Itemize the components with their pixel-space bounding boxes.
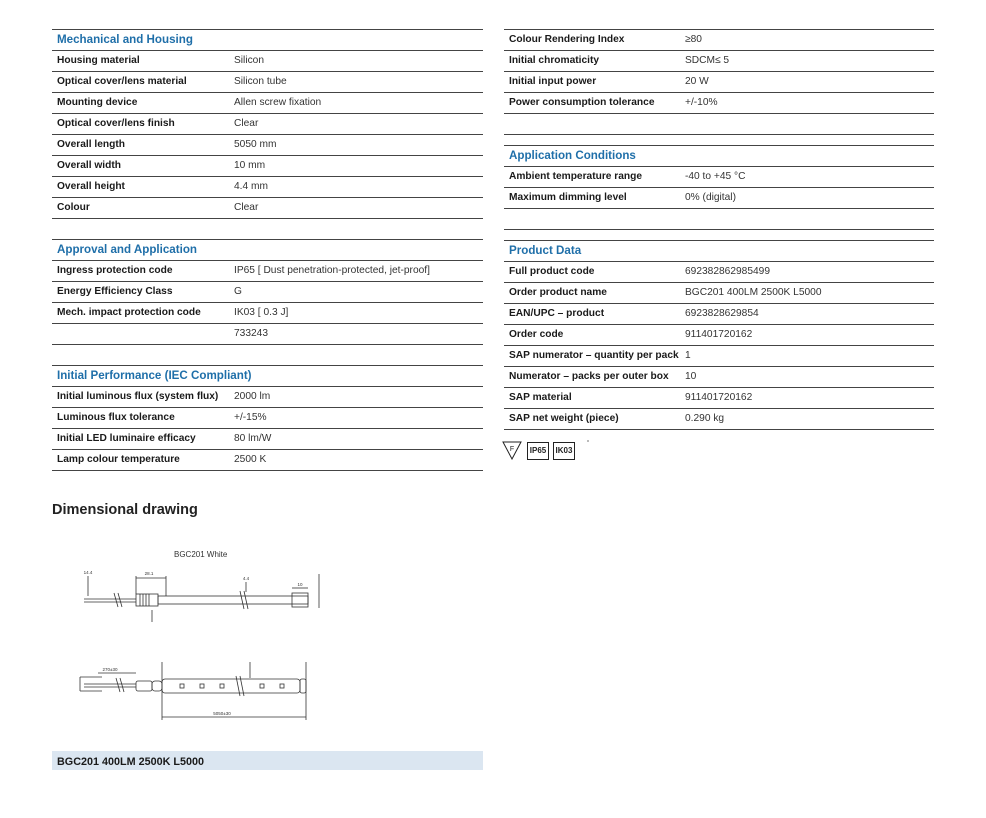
spec-row xyxy=(52,72,483,93)
spec-value: Silicon tube xyxy=(234,76,287,87)
spec-row-empty xyxy=(504,114,934,135)
spec-label: SAP numerator – quantity per pack xyxy=(509,350,679,361)
spec-row xyxy=(52,156,483,177)
spec-row xyxy=(52,450,483,471)
dim-label: 28.1 xyxy=(144,571,154,576)
spec-value: 692382862985499 xyxy=(685,266,770,277)
spec-value: 4.4 mm xyxy=(234,181,268,192)
spec-value: 6923828629854 xyxy=(685,308,759,319)
spec-label: Overall width xyxy=(57,160,121,171)
spec-value: Clear xyxy=(234,118,259,129)
spec-value: 2500 K xyxy=(234,454,267,465)
spec-label: Optical cover/lens finish xyxy=(57,118,175,129)
spec-row xyxy=(504,304,934,325)
spec-row xyxy=(504,346,934,367)
spec-row-empty xyxy=(504,209,934,230)
spec-row xyxy=(504,51,934,72)
spec-row xyxy=(52,198,483,219)
spec-value: 911401720162 xyxy=(685,329,753,340)
spec-value: G xyxy=(234,286,242,297)
spec-label: SAP material xyxy=(509,392,572,403)
strip-body-side-view xyxy=(162,679,300,693)
spec-value: -40 to +45 °C xyxy=(685,171,746,182)
product-name-bar xyxy=(52,751,483,770)
section-title: Initial Performance (IEC Compliant) xyxy=(52,366,483,387)
spec-label: Power consumption tolerance xyxy=(509,97,655,108)
ik03-icon: IK03 xyxy=(553,442,575,460)
spec-value: SDCM≤ 5 xyxy=(685,55,730,66)
spec-row xyxy=(504,409,934,430)
spec-row xyxy=(52,282,483,303)
spec-value: Silicon xyxy=(234,55,265,66)
break-mark xyxy=(118,593,122,607)
spec-label: Maximum dimming level xyxy=(509,192,627,203)
spec-row xyxy=(52,114,483,135)
section-spacer xyxy=(504,135,934,145)
strip-body-top-view xyxy=(158,596,308,604)
dim-label: 10 xyxy=(297,582,303,587)
section-spacer xyxy=(504,230,934,240)
end-cap xyxy=(292,593,308,607)
spec-label: Colour Rendering Index xyxy=(509,34,625,45)
spec-row xyxy=(52,93,483,114)
break-mark xyxy=(244,591,248,609)
spec-row xyxy=(52,177,483,198)
spec-row xyxy=(504,388,934,409)
connector-side xyxy=(136,681,152,691)
section-spacer xyxy=(52,219,483,239)
spec-value: 1 xyxy=(685,350,691,361)
spec-label: Full product code xyxy=(509,266,595,277)
spec-row xyxy=(504,72,934,93)
certification-icons xyxy=(502,440,592,464)
spec-label: Order product name xyxy=(509,287,607,298)
spec-value: 20 W xyxy=(685,76,709,87)
dimensional-drawing xyxy=(70,560,340,730)
spec-value: ≥80 xyxy=(685,34,702,45)
dim-label: 14.4 xyxy=(83,570,93,575)
product-data-section xyxy=(504,240,934,430)
section-title: Approval and Application xyxy=(52,240,483,261)
spec-label: Mounting device xyxy=(57,97,138,108)
mechanical-housing-section xyxy=(52,29,483,219)
spec-row xyxy=(504,30,934,51)
spec-label: EAN/UPC – product xyxy=(509,308,605,319)
spec-value: BGC201 400LM 2500K L5000 xyxy=(685,287,822,298)
initial-performance-section xyxy=(52,365,483,471)
spec-label: Order code xyxy=(509,329,564,340)
spec-row xyxy=(52,303,483,324)
spec-label: Housing material xyxy=(57,55,140,66)
led-chip xyxy=(260,684,264,688)
spec-row xyxy=(52,387,483,408)
spec-row xyxy=(52,135,483,156)
spec-row xyxy=(52,429,483,450)
spec-row xyxy=(504,188,934,209)
led-chip xyxy=(280,684,284,688)
connector-body xyxy=(136,594,158,606)
spec-label: Overall length xyxy=(57,139,125,150)
spec-value: IK03 [ 0.3 J] xyxy=(234,307,289,318)
spec-row xyxy=(504,262,934,283)
ip65-icon: IP65 xyxy=(527,442,549,460)
dot-mark xyxy=(587,440,589,442)
spec-value: 911401720162 xyxy=(685,392,753,403)
spec-label: Initial LED luminaire efficacy xyxy=(57,433,196,444)
spec-value: +/-15% xyxy=(234,412,267,423)
spec-value: 80 lm/W xyxy=(234,433,272,444)
spec-label: Ingress protection code xyxy=(57,265,173,276)
section-title: Mechanical and Housing xyxy=(52,30,483,51)
spec-row xyxy=(52,51,483,72)
spec-value: 0.290 kg xyxy=(685,413,725,424)
application-conditions-section xyxy=(504,145,934,230)
spec-row xyxy=(52,324,483,345)
spec-value: IP65 [ Dust penetration-protected, jet-proof] xyxy=(234,265,430,276)
spec-label: Initial luminous flux (system flux) xyxy=(57,391,219,402)
spec-row xyxy=(504,93,934,114)
dimensional-drawing-heading: Dimensional drawing xyxy=(52,502,198,518)
spec-row xyxy=(504,167,934,188)
spec-row xyxy=(52,408,483,429)
drawing-caption: BGC201 White xyxy=(174,550,228,559)
spec-value: Clear xyxy=(234,202,259,213)
spec-value: 10 xyxy=(685,371,697,382)
spec-label: Ambient temperature range xyxy=(509,171,643,182)
approval-application-section xyxy=(52,239,483,345)
spec-label: Lamp colour temperature xyxy=(57,454,180,465)
f-mark-icon-text: F xyxy=(509,446,515,453)
spec-label: Numerator – packs per outer box xyxy=(509,371,669,382)
led-chip xyxy=(220,684,224,688)
spec-label: Luminous flux tolerance xyxy=(57,412,175,423)
led-chip xyxy=(200,684,204,688)
product-name-text: BGC201 400LM 2500K L5000 xyxy=(57,756,205,768)
spec-row xyxy=(504,325,934,346)
spec-label: Energy Efficiency Class xyxy=(57,286,173,297)
section-title: Product Data xyxy=(504,241,934,262)
spec-label: Colour xyxy=(57,202,90,213)
spec-label: Mech. impact protection code xyxy=(57,307,201,318)
section-title: Application Conditions xyxy=(504,146,934,167)
break-mark xyxy=(114,593,118,607)
spec-label: SAP net weight (piece) xyxy=(509,413,619,424)
spec-value: 5050 mm xyxy=(234,139,277,150)
spec-value: Allen screw fixation xyxy=(234,97,322,108)
section-spacer xyxy=(52,345,483,365)
led-chip xyxy=(180,684,184,688)
right-spec-column xyxy=(504,29,934,430)
end-cap-side xyxy=(300,679,306,693)
optical-top-section xyxy=(504,29,934,135)
break-mark xyxy=(240,591,244,609)
spec-row xyxy=(52,261,483,282)
spec-label: Optical cover/lens material xyxy=(57,76,187,87)
dim-label: 5050±30 xyxy=(213,711,231,716)
spec-value: 0% (digital) xyxy=(685,192,736,203)
spec-value: 2000 lm xyxy=(234,391,271,402)
spec-row xyxy=(504,367,934,388)
spec-value: +/-10% xyxy=(685,97,718,108)
left-spec-column xyxy=(52,29,483,471)
spec-value: 733243 xyxy=(234,328,268,339)
spec-value: 10 mm xyxy=(234,160,266,171)
spec-row xyxy=(504,283,934,304)
dim-label: 4.4 xyxy=(242,576,250,581)
spec-label: Initial input power xyxy=(509,76,597,87)
spec-label: Initial chromaticity xyxy=(509,55,600,66)
spec-label: Overall height xyxy=(57,181,125,192)
f-mark-icon xyxy=(502,440,522,460)
dim-label: 270±30 xyxy=(102,667,118,672)
